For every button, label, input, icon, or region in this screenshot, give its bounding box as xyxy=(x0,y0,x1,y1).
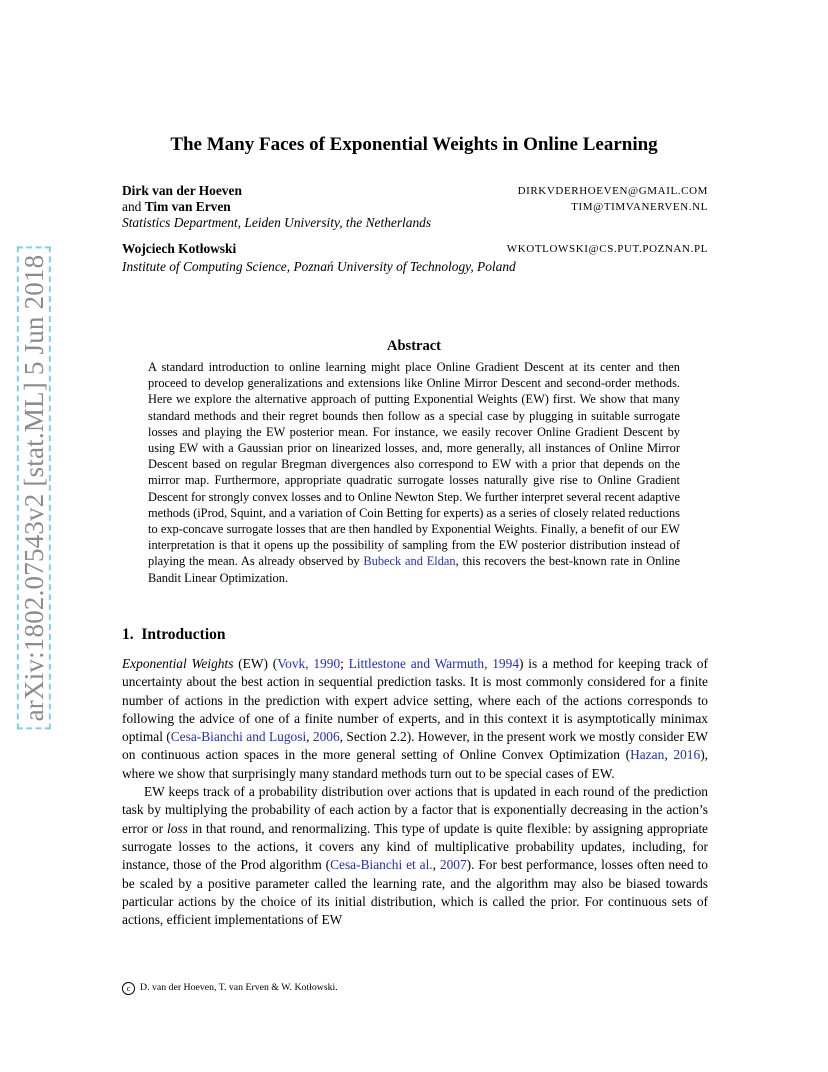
citation-link[interactable]: Cesa-Bianchi et al. xyxy=(330,857,433,873)
body-text xyxy=(122,655,708,929)
author-name: Wojciech Kotłowski xyxy=(122,241,237,256)
author-name: Dirk van der Hoeven xyxy=(122,183,242,198)
author-conjunction: and xyxy=(122,199,145,214)
section-heading: 1. Introduction xyxy=(122,626,226,643)
author-email: DIRKVDERHOEVEN@GMAIL.COM xyxy=(517,185,708,197)
citation-link[interactable]: Vovk, 1990 xyxy=(277,656,341,671)
abstract-heading: Abstract xyxy=(387,338,441,354)
author-email: TIM@TIMVANERVEN.NL xyxy=(571,201,708,213)
paragraph-1: Exponential Weights (EW) (Vovk, 1990; Littlestone and Warmuth, 1994) is a method for keeping track of uncertainty about the best action in sequential prediction tasks. It is most commonly considered for a finite number of actions in the prediction with expert advice setting, where each of the actions corresponds to following the advice of one of a finite number of experts, and in this context it is asymptotically minimax optimal (Cesa-Bianchi and Lugosi, 2006, Section 2.2). However, in the present work we mostly consider EW on continuous action spaces in the more general setting of Online Convex Optimization (Hazan, 2016), where we show that surprisingly many standard methods turn out to be special cases of EW. xyxy=(122,656,708,781)
citation-link[interactable]: Littlestone and Warmuth, 1994 xyxy=(348,656,520,671)
author-email: WKOTLOWSKI@CS.PUT.POZNAN.PL xyxy=(506,243,708,255)
citation-link[interactable]: 2006 xyxy=(312,729,340,745)
author-name: Tim van Erven xyxy=(144,199,231,214)
copyright-footer: c D. van der Hoeven, T. van Erven & W. Kotłowski. xyxy=(122,982,338,995)
abstract-text: A standard introduction to online learning might place Online Gradient Descent at its center and then proceed to develop generalizations and extensions like Online Mirror Descent and second-order methods. Here we explore the alternative approach of putting Exponential Weights (EW) first. We show that many standard methods and their regret bounds then follow as a special case by plugging in suitable surrogate losses and playing the EW posterior mean. For instance, we easily recover Online Gradient Descent by using EW with a Gaussian prior on linearized losses, and, more generally, all instances of Online Mirror Descent based on regular Bregman divergences also correspond to EW with a prior that depends on the mirror map. Furthermore, appropriate quadratic surrogate losses naturally give rise to Online Gradient Descent for strongly convex losses and to Online Newton Step. We further interpret several recent adaptive methods (iProd, Squint, and a variation of Coin Betting for experts) as a series of closely related reductions to exp-concave surrogate losses that are then handled by Exponential Weights. Finally, a benefit of our EW interpretation is that it opens up the possibility of sampling from the EW posterior distribution instead of playing the mean. As already observed by Bubeck and Eldan, this recovers the best-known rate in Online Bandit Linear Optimization. xyxy=(148,360,680,585)
citation-link[interactable]: 2007 xyxy=(439,857,467,873)
citation-link[interactable]: Hazan xyxy=(630,747,665,763)
arxiv-identifier-stamp: arXiv:1802.07543v2 [stat.ML] 5 Jun 2018 xyxy=(17,247,51,730)
copyright-icon: c xyxy=(122,982,135,995)
paper-title: The Many Faces of Exponential Weights in Online Learning xyxy=(170,134,658,155)
citation-link[interactable]: 2016 xyxy=(673,747,701,763)
citation-link[interactable]: Cesa-Bianchi and Lugosi xyxy=(170,729,307,745)
paragraph-2: EW keeps track of a probability distribution over actions that is updated in each round of the prediction task by multiplying the probability of each action by a factor that is exponentially decreasing in the action’s error or loss in that round, and renormalizing. This type of update is quite flexible: by assigning appropriate surrogate losses to the actions, it covers any kind of multiplicative probability updates, including, for instance, those of the Prod algorithm (Cesa-Bianchi et al., 2007). For best performance, losses often need to be scaled by a positive parameter called the learning rate, and the algorithm may also be biased towards particular actions by the choice of its initial distribution, which is called the prior. For continuous sets of actions, efficient implementations of EW xyxy=(122,784,708,928)
citation-link[interactable]: Bubeck and Eldan xyxy=(363,554,456,569)
